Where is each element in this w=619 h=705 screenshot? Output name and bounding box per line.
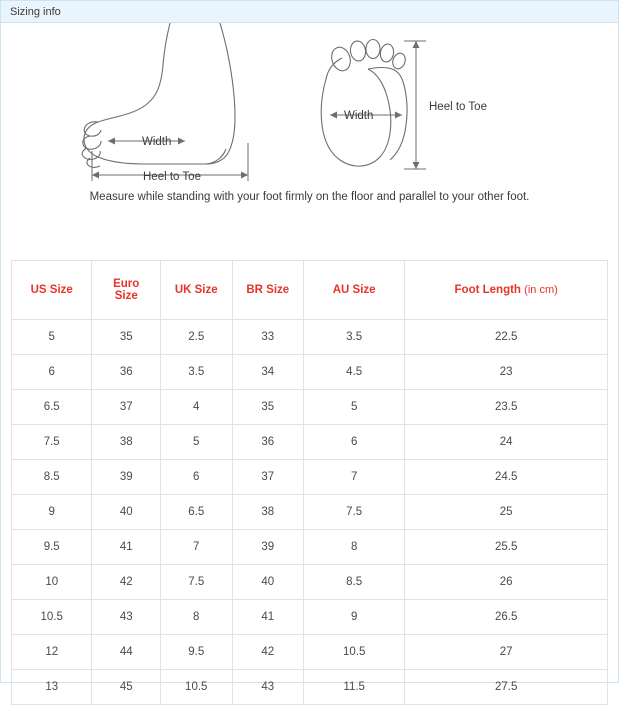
column-header-foot-length-unit: (in cm) <box>524 284 558 296</box>
table-cell: 24 <box>405 425 608 460</box>
table-cell: 38 <box>92 425 161 460</box>
table-cell: 3.5 <box>304 320 405 355</box>
table-row <box>12 320 608 355</box>
column-header-euro-size-label: Euro Size <box>113 277 140 302</box>
table-row <box>12 635 608 670</box>
table-cell: 36 <box>92 355 161 390</box>
size-chart-table-wrapper <box>11 260 608 705</box>
table-cell: 9 <box>12 495 92 530</box>
table-cell: 5 <box>160 425 232 460</box>
table-row <box>12 425 608 460</box>
size-chart-table <box>11 260 608 705</box>
table-cell: 45 <box>92 670 161 705</box>
column-header-br-size: BR Size <box>232 261 304 320</box>
table-cell: 26.5 <box>405 600 608 635</box>
table-cell: 34 <box>232 355 304 390</box>
table-cell: 39 <box>232 530 304 565</box>
table-cell: 6 <box>160 460 232 495</box>
table-row <box>12 355 608 390</box>
table-cell: 41 <box>232 600 304 635</box>
table-cell: 10.5 <box>160 670 232 705</box>
table-cell: 11.5 <box>304 670 405 705</box>
table-row <box>12 495 608 530</box>
table-cell: 43 <box>232 670 304 705</box>
table-cell: 25 <box>405 495 608 530</box>
table-cell: 25.5 <box>405 530 608 565</box>
table-cell: 42 <box>232 635 304 670</box>
table-body <box>12 320 608 705</box>
table-row <box>12 390 608 425</box>
measure-instruction: Measure while standing with your foot firmly on the floor and parallel to your other foot. <box>89 191 530 203</box>
top-heel-toe-label: Heel to Toe <box>428 101 487 113</box>
table-cell: 8 <box>304 530 405 565</box>
table-cell: 37 <box>232 460 304 495</box>
table-cell: 7.5 <box>160 565 232 600</box>
column-header-us-size: US Size <box>12 261 92 320</box>
table-cell: 24.5 <box>405 460 608 495</box>
table-cell: 7.5 <box>304 495 405 530</box>
table-row <box>12 565 608 600</box>
column-header-foot-length-label: Foot Length <box>454 284 521 296</box>
page-title: Sizing info <box>10 5 61 18</box>
table-cell: 12 <box>12 635 92 670</box>
table-cell: 40 <box>92 495 161 530</box>
table-cell: 42 <box>92 565 161 600</box>
table-cell: 23 <box>405 355 608 390</box>
table-cell: 5 <box>12 320 92 355</box>
sizing-info-header <box>1 1 618 23</box>
table-cell: 40 <box>232 565 304 600</box>
table-cell: 6 <box>12 355 92 390</box>
side-width-label: Width <box>141 136 171 148</box>
column-header-au-size: AU Size <box>304 261 405 320</box>
table-row <box>12 530 608 565</box>
table-cell: 10.5 <box>304 635 405 670</box>
table-cell: 10.5 <box>12 600 92 635</box>
table-cell: 27 <box>405 635 608 670</box>
table-cell: 39 <box>92 460 161 495</box>
column-header-foot-length <box>405 261 608 320</box>
table-row <box>12 460 608 495</box>
table-cell: 22.5 <box>405 320 608 355</box>
table-cell: 35 <box>92 320 161 355</box>
column-header-euro-size <box>92 261 161 320</box>
table-cell: 8.5 <box>12 460 92 495</box>
table-cell: 4.5 <box>304 355 405 390</box>
foot-measurement-diagram <box>1 23 618 238</box>
table-cell: 10 <box>12 565 92 600</box>
column-header-uk-size: UK Size <box>160 261 232 320</box>
table-cell: 3.5 <box>160 355 232 390</box>
table-cell: 6 <box>304 425 405 460</box>
table-cell: 9.5 <box>160 635 232 670</box>
table-cell: 23.5 <box>405 390 608 425</box>
table-cell: 6.5 <box>160 495 232 530</box>
table-cell: 2.5 <box>160 320 232 355</box>
table-cell: 9.5 <box>12 530 92 565</box>
table-cell: 9 <box>304 600 405 635</box>
top-width-label: Width <box>343 110 373 122</box>
table-cell: 38 <box>232 495 304 530</box>
table-cell: 7.5 <box>12 425 92 460</box>
table-cell: 43 <box>92 600 161 635</box>
table-cell: 26 <box>405 565 608 600</box>
table-cell: 33 <box>232 320 304 355</box>
table-cell: 8 <box>160 600 232 635</box>
table-row <box>12 670 608 705</box>
table-cell: 27.5 <box>405 670 608 705</box>
table-row <box>12 600 608 635</box>
table-cell: 36 <box>232 425 304 460</box>
table-cell: 13 <box>12 670 92 705</box>
table-cell: 5 <box>304 390 405 425</box>
table-cell: 41 <box>92 530 161 565</box>
side-heel-toe-label: Heel to Toe <box>142 171 201 183</box>
table-cell: 6.5 <box>12 390 92 425</box>
table-cell: 8.5 <box>304 565 405 600</box>
diagram-svg <box>30 23 590 193</box>
table-cell: 7 <box>304 460 405 495</box>
table-cell: 44 <box>92 635 161 670</box>
table-cell: 7 <box>160 530 232 565</box>
table-header-row <box>12 261 608 320</box>
table-cell: 35 <box>232 390 304 425</box>
table-cell: 37 <box>92 390 161 425</box>
table-cell: 4 <box>160 390 232 425</box>
